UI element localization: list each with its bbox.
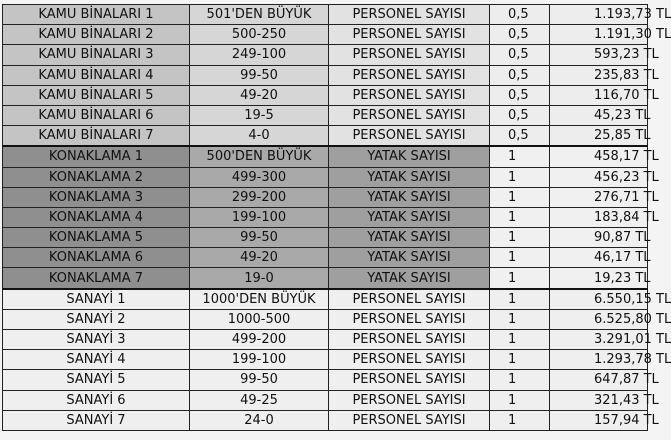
- fee-cell: 6.525,80 TL: [550, 309, 648, 329]
- table-row: [3, 187, 648, 207]
- table-row: [3, 350, 648, 370]
- range-cell: 49-25: [190, 390, 329, 410]
- coefficient-cell: 1: [490, 146, 550, 167]
- fee-cell: 1.193,73 TL: [550, 5, 648, 25]
- coefficient-cell: 1: [490, 289, 550, 310]
- coefficient-cell: 1: [490, 390, 550, 410]
- basis-cell: PERSONEL SAYISI: [329, 410, 490, 430]
- range-cell: 1000'DEN BÜYÜK: [190, 289, 329, 310]
- category-cell: KAMU BİNALARI 5: [3, 85, 190, 105]
- category-cell: KAMU BİNALARI 1: [3, 5, 190, 25]
- coefficient-cell: 1: [490, 268, 550, 289]
- coefficient-cell: 0,5: [490, 45, 550, 65]
- category-cell: KONAKLAMA 7: [3, 268, 190, 289]
- table-row: [3, 25, 648, 45]
- range-cell: 1000-500: [190, 309, 329, 329]
- range-cell: 199-100: [190, 207, 329, 227]
- fee-cell: 1.191,30 TL: [550, 25, 648, 45]
- category-cell: KONAKLAMA 3: [3, 187, 190, 207]
- range-cell: 4-0: [190, 126, 329, 147]
- table-row: [3, 5, 648, 25]
- table-row: [3, 248, 648, 268]
- category-cell: SANAYİ 7: [3, 410, 190, 430]
- basis-cell: PERSONEL SAYISI: [329, 65, 490, 85]
- fee-cell: 276,71 TL: [550, 187, 648, 207]
- fee-table-body: [3, 5, 671, 431]
- coefficient-cell: 1: [490, 370, 550, 390]
- range-cell: 99-50: [190, 228, 329, 248]
- fee-table: [2, 4, 671, 431]
- coefficient-cell: 1: [490, 167, 550, 187]
- fee-cell: 647,87 TL: [550, 370, 648, 390]
- fee-cell: 116,70 TL: [550, 85, 648, 105]
- category-cell: KAMU BİNALARI 6: [3, 105, 190, 125]
- table-row: [3, 390, 648, 410]
- category-cell: SANAYİ 3: [3, 330, 190, 350]
- fee-cell: 458,17 TL: [550, 146, 648, 167]
- basis-cell: YATAK SAYISI: [329, 268, 490, 289]
- coefficient-cell: 1: [490, 309, 550, 329]
- coefficient-cell: 0,5: [490, 105, 550, 125]
- basis-cell: PERSONEL SAYISI: [329, 45, 490, 65]
- range-cell: 49-20: [190, 248, 329, 268]
- fee-cell: 1.293,78 TL: [550, 350, 648, 370]
- table-row: [3, 146, 648, 167]
- table-row: [3, 330, 648, 350]
- range-cell: 499-300: [190, 167, 329, 187]
- table-row: [3, 268, 648, 289]
- coefficient-cell: 1: [490, 228, 550, 248]
- coefficient-cell: 1: [490, 350, 550, 370]
- range-cell: 49-20: [190, 85, 329, 105]
- table-row: [3, 228, 648, 248]
- coefficient-cell: 1: [490, 330, 550, 350]
- coefficient-cell: 0,5: [490, 5, 550, 25]
- table-row: [3, 105, 648, 125]
- category-cell: KONAKLAMA 5: [3, 228, 190, 248]
- fee-cell: 183,84 TL: [550, 207, 648, 227]
- range-cell: 500'DEN BÜYÜK: [190, 146, 329, 167]
- category-cell: SANAYİ 2: [3, 309, 190, 329]
- fee-cell: 46,17 TL: [550, 248, 648, 268]
- basis-cell: PERSONEL SAYISI: [329, 85, 490, 105]
- table-row: [3, 370, 648, 390]
- table-row: [3, 289, 648, 310]
- range-cell: 19-5: [190, 105, 329, 125]
- table-row: [3, 309, 648, 329]
- category-cell: KONAKLAMA 6: [3, 248, 190, 268]
- range-cell: 249-100: [190, 45, 329, 65]
- category-cell: SANAYİ 4: [3, 350, 190, 370]
- table-row: [3, 410, 648, 430]
- table-row: [3, 65, 648, 85]
- range-cell: 99-50: [190, 370, 329, 390]
- category-cell: SANAYİ 1: [3, 289, 190, 310]
- range-cell: 299-200: [190, 187, 329, 207]
- fee-cell: 90,87 TL: [550, 228, 648, 248]
- category-cell: KAMU BİNALARI 3: [3, 45, 190, 65]
- category-cell: KONAKLAMA 2: [3, 167, 190, 187]
- fee-cell: 593,23 TL: [550, 45, 648, 65]
- range-cell: 501'DEN BÜYÜK: [190, 5, 329, 25]
- coefficient-cell: 0,5: [490, 65, 550, 85]
- category-cell: SANAYİ 5: [3, 370, 190, 390]
- fee-cell: 6.550,15 TL: [550, 289, 648, 310]
- coefficient-cell: 1: [490, 410, 550, 430]
- fee-cell: 25,85 TL: [550, 126, 648, 147]
- fee-cell: 157,94 TL: [550, 410, 648, 430]
- fee-cell: 19,23 TL: [550, 268, 648, 289]
- fee-cell: 45,23 TL: [550, 105, 648, 125]
- coefficient-cell: 0,5: [490, 85, 550, 105]
- basis-cell: PERSONEL SAYISI: [329, 330, 490, 350]
- coefficient-cell: 1: [490, 207, 550, 227]
- category-cell: SANAYİ 6: [3, 390, 190, 410]
- range-cell: 19-0: [190, 268, 329, 289]
- table-row: [3, 207, 648, 227]
- category-cell: KAMU BİNALARI 7: [3, 126, 190, 147]
- category-cell: KAMU BİNALARI 2: [3, 25, 190, 45]
- table-row: [3, 85, 648, 105]
- basis-cell: YATAK SAYISI: [329, 228, 490, 248]
- coefficient-cell: 1: [490, 248, 550, 268]
- coefficient-cell: 0,5: [490, 25, 550, 45]
- basis-cell: PERSONEL SAYISI: [329, 390, 490, 410]
- basis-cell: YATAK SAYISI: [329, 146, 490, 167]
- table-row: [3, 126, 648, 147]
- fee-cell: 456,23 TL: [550, 167, 648, 187]
- table-row: [3, 167, 648, 187]
- fee-cell: 3.291,01 TL: [550, 330, 648, 350]
- coefficient-cell: 1: [490, 187, 550, 207]
- category-cell: KONAKLAMA 4: [3, 207, 190, 227]
- range-cell: 499-200: [190, 330, 329, 350]
- basis-cell: YATAK SAYISI: [329, 167, 490, 187]
- basis-cell: PERSONEL SAYISI: [329, 370, 490, 390]
- coefficient-cell: 0,5: [490, 126, 550, 147]
- category-cell: KONAKLAMA 1: [3, 146, 190, 167]
- fee-cell: 235,83 TL: [550, 65, 648, 85]
- basis-cell: PERSONEL SAYISI: [329, 126, 490, 147]
- basis-cell: PERSONEL SAYISI: [329, 309, 490, 329]
- basis-cell: PERSONEL SAYISI: [329, 350, 490, 370]
- basis-cell: PERSONEL SAYISI: [329, 25, 490, 45]
- basis-cell: PERSONEL SAYISI: [329, 105, 490, 125]
- fee-cell: 321,43 TL: [550, 390, 648, 410]
- category-cell: KAMU BİNALARI 4: [3, 65, 190, 85]
- range-cell: 99-50: [190, 65, 329, 85]
- basis-cell: PERSONEL SAYISI: [329, 5, 490, 25]
- range-cell: 199-100: [190, 350, 329, 370]
- basis-cell: PERSONEL SAYISI: [329, 289, 490, 310]
- range-cell: 24-0: [190, 410, 329, 430]
- range-cell: 500-250: [190, 25, 329, 45]
- basis-cell: YATAK SAYISI: [329, 248, 490, 268]
- basis-cell: YATAK SAYISI: [329, 187, 490, 207]
- table-row: [3, 45, 648, 65]
- basis-cell: YATAK SAYISI: [329, 207, 490, 227]
